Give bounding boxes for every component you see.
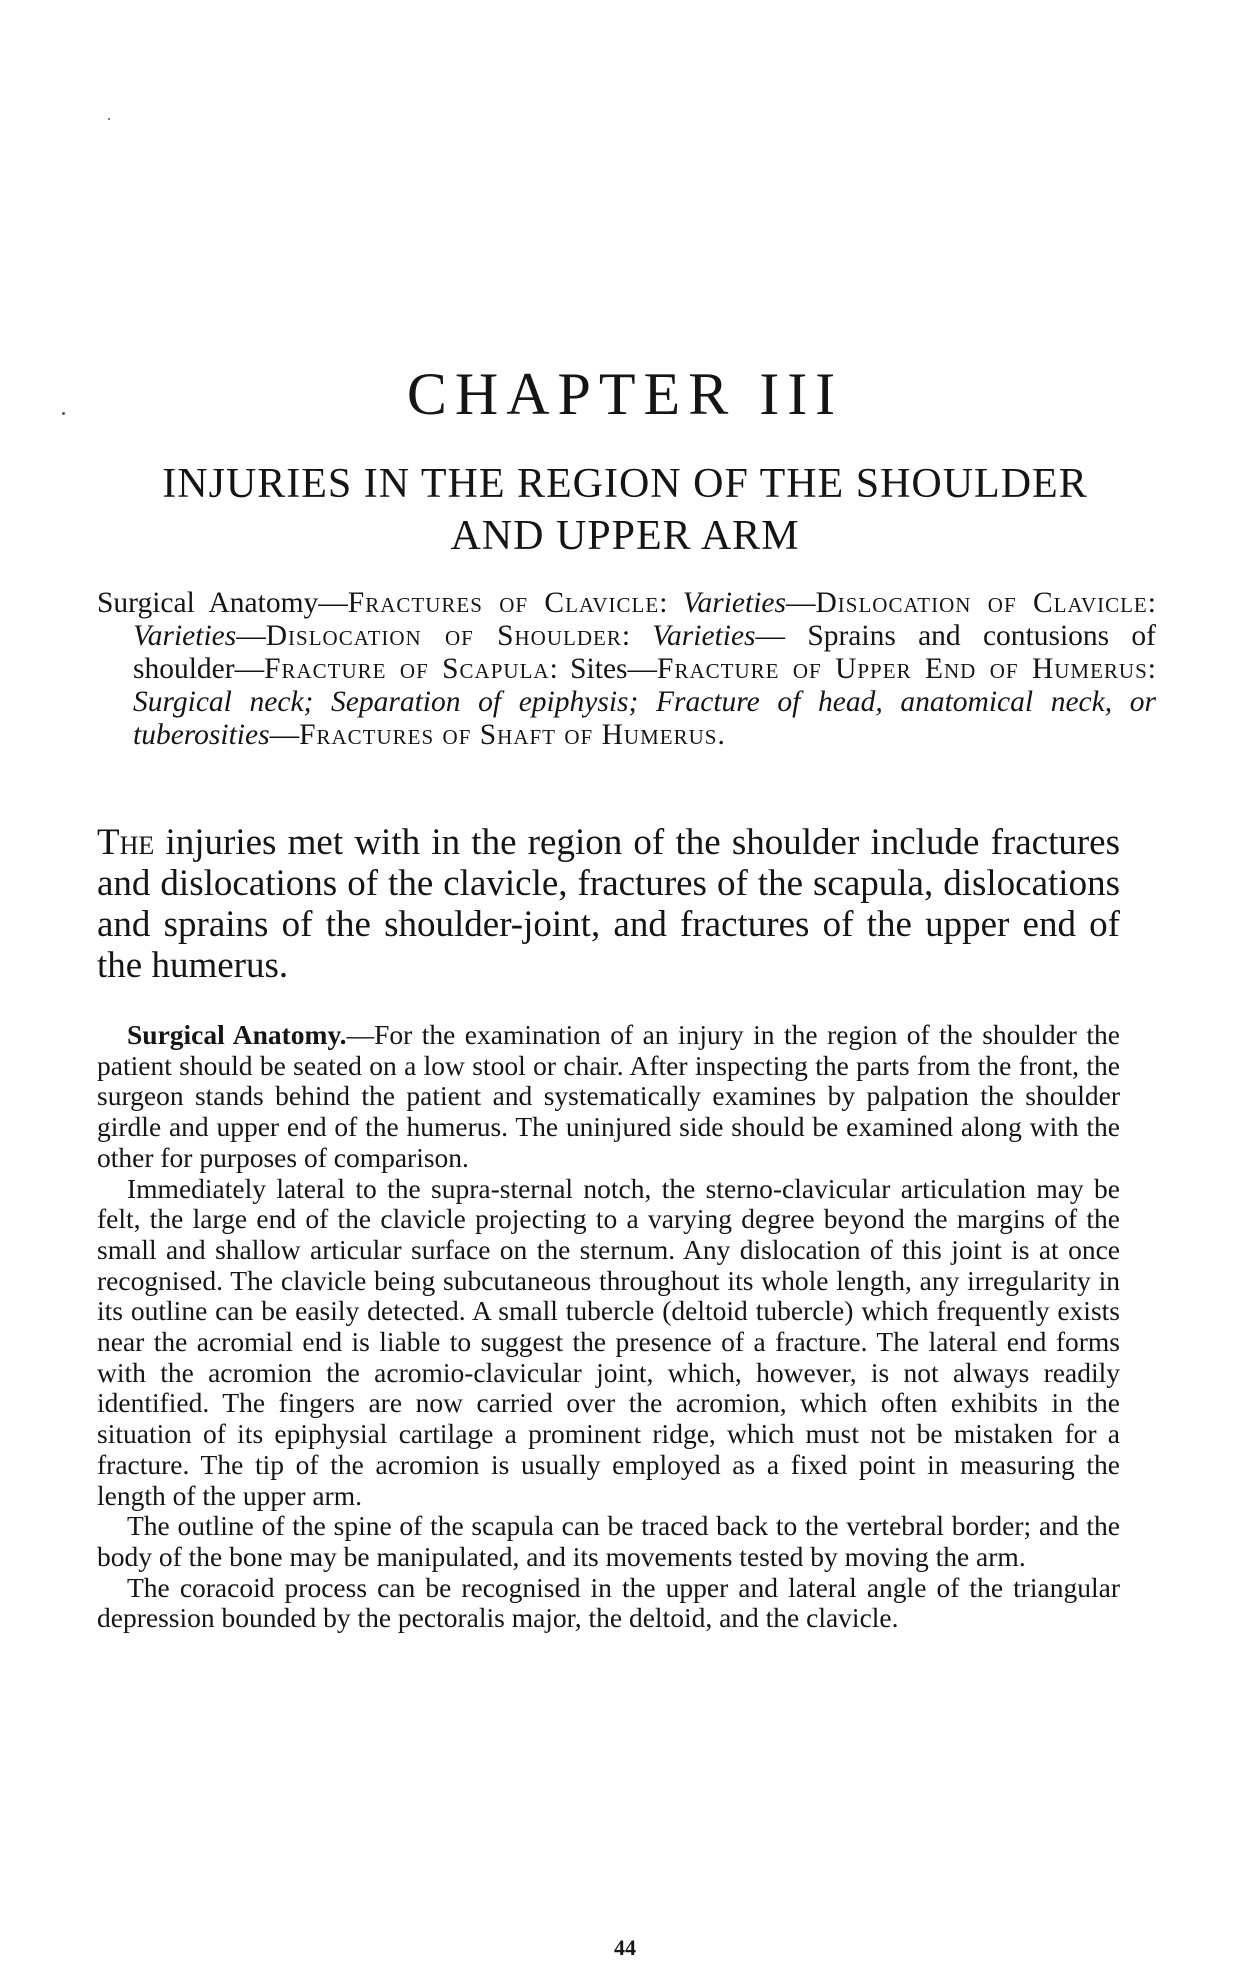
intro-paragraph — [97, 822, 1120, 986]
chapter-title: CHAPTER III — [406, 361, 844, 427]
print-speck — [108, 118, 110, 120]
synopsis-italic: Surgical neck; Separation of epiphysis; Fracture of head, anatomical neck, or tuberosities — [133, 686, 1156, 751]
intro-text: injuries met with in the region of the shoulder include fractures and dislocations of the clavicle, fractures of the scapula, dislocations and sprains of the shoulder-joint, and fractures of the upper end of the humerus. — [97, 822, 1120, 986]
synopsis-text: : — [621, 620, 653, 652]
synopsis-heading: Fractures of Shaft of Humerus — [299, 719, 718, 751]
synopsis-heading: Fracture of Upper End of Humerus — [657, 653, 1148, 685]
synopsis-heading: Fracture of Scapula — [264, 653, 550, 685]
synopsis-text: : — [1147, 587, 1156, 619]
paragraph-text: —For the examination of an injury in the region of the shoulder the patient should be seated on a low stool or chair. After inspecting the parts from the front, the surgeon stands behind the patient and systematically examines by palpation the shoulder girdle and upper end of the humerus. The uninjured side should be examined along with the other for purposes of comparison. — [97, 1019, 1120, 1173]
synopsis-text: — — [785, 587, 816, 619]
synopsis-text: : — [1147, 653, 1156, 685]
chapter-subtitle-line-1: INJURIES IN THE REGION OF THE SHOULDER — [162, 461, 1088, 507]
synopsis-text: . — [717, 719, 725, 751]
page-number: 44 — [614, 1935, 636, 1960]
synopsis-text: : Sites— — [549, 653, 658, 685]
synopsis-italic: Varieties — [133, 620, 237, 652]
synopsis-text: — — [236, 620, 266, 652]
synopsis-text: — — [269, 719, 300, 751]
synopsis-text: — Sprains and contusions of shoulder— — [133, 620, 1156, 685]
chapter-synopsis — [97, 587, 1156, 752]
paragraph-scapula: The outline of the spine of the scapula can be traced back to the vertebral border; and the body of the bone may be manipulated, and its movements tested by moving the arm. — [97, 1510, 1120, 1572]
paragraph-coracoid: The coracoid process can be recognised in the upper and lateral angle of the triangular depression bounded by the pectoralis major, the deltoid, and the clavicle. — [97, 1571, 1120, 1634]
paragraph-lead-heading: Surgical Anatomy. — [127, 1019, 347, 1050]
chapter-subtitle — [90, 458, 1160, 562]
body-text — [97, 1020, 1120, 1634]
synopsis-italic: Varieties — [682, 587, 786, 619]
paragraph-surgical-anatomy — [97, 1020, 1120, 1174]
synopsis-heading: Fractures of Clavicle — [347, 587, 660, 619]
synopsis-text: : — [659, 587, 683, 619]
synopsis-heading: Dislocation of Clavicle — [815, 587, 1148, 619]
chapter-subtitle-line-2: AND UPPER ARM — [450, 513, 800, 559]
synopsis-heading: Dislocation of Shoulder — [265, 620, 622, 652]
synopsis-italic: Varieties — [652, 620, 756, 652]
synopsis-text: Surgical Anatomy— — [97, 587, 348, 619]
intro-first-word: The — [97, 822, 155, 863]
paragraph-clavicle: Immediately lateral to the supra-sternal notch, the sterno-clavicular articulation may be felt, the large end of the clavicle projecting to a varying degree beyond the margins of the small and shallow articular surface on the sternum. Any dislocation of this joint is at once recognised. The clavicle being subcutaneous throughout its whole length, any irregularity in its outline can be easily detected. A small tubercle (deltoid tubercle) which frequently exists near the acromial end is liable to suggest the presence of a fracture. The lateral end forms with the acromion the acromio-clavicular joint, which, however, is not always readily identified. The fingers are now carried over the acromion, which often exhibits in the situation of its epiphysial cartilage a prominent ridge, which must not be mistaken for a fracture. The tip of the acromion is usually employed as a fixed point in measuring the length of the upper arm. — [97, 1172, 1120, 1511]
